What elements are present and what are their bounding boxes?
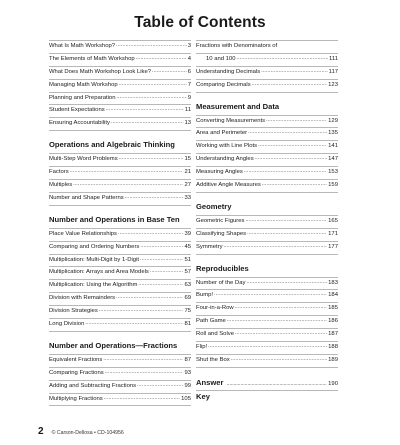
intro-section <box>49 40 191 131</box>
dot-leader <box>116 293 183 304</box>
toc-entry-title: Multi-Step Word Problems <box>49 156 118 163</box>
toc-entry-page: 171 <box>328 230 338 237</box>
toc-entry-page: 99 <box>184 382 191 389</box>
toc-entry[interactable] <box>49 229 191 242</box>
answer-key-entry[interactable] <box>196 376 338 401</box>
toc-entry-page: 111 <box>329 55 338 62</box>
toc-entry[interactable] <box>49 118 191 131</box>
toc-entry-title: Roll and Solve <box>196 331 234 338</box>
toc-entry-title: What Does Math Workshop Look Like? <box>49 68 152 75</box>
page-number: 2 <box>38 426 44 437</box>
toc-entry-page: 9 <box>187 94 191 101</box>
toc-entry-page: 7 <box>187 81 191 88</box>
toc-entry-title: Division Strategies <box>49 308 98 315</box>
dot-leader <box>140 255 183 266</box>
toc-entry-title: Adding and Subtracting Fractions <box>49 382 137 389</box>
toc-entry-page: 45 <box>184 243 191 250</box>
toc-entry-page: 39 <box>184 230 191 237</box>
toc-entry[interactable] <box>49 368 191 381</box>
toc-entry[interactable] <box>196 216 338 229</box>
toc-entry-title: Working with Line Plots <box>196 143 258 150</box>
toc-entry-title: Equivalent Fractions <box>49 356 103 363</box>
dot-leader <box>116 93 186 104</box>
toc-entry[interactable] <box>196 67 338 80</box>
toc-entry[interactable] <box>49 180 191 193</box>
toc-entry[interactable] <box>196 128 338 141</box>
toc-entry[interactable] <box>196 290 338 303</box>
dot-leader <box>262 180 327 191</box>
dot-leader <box>227 316 327 327</box>
dot-leader <box>118 229 183 240</box>
toc-entry-page: 13 <box>184 120 191 127</box>
right-column <box>196 40 338 401</box>
fractions-continued-section <box>196 40 338 93</box>
dot-leader <box>214 290 327 301</box>
toc-entry-page: 147 <box>328 156 338 163</box>
dot-leader <box>258 141 327 152</box>
left-column <box>49 40 191 414</box>
toc-entry-page: 117 <box>328 68 338 75</box>
dot-leader <box>266 116 327 127</box>
toc-entry[interactable] <box>49 355 191 368</box>
toc-entry-page: 69 <box>184 295 191 302</box>
dot-leader <box>245 216 327 227</box>
toc-section <box>196 101 338 193</box>
dot-leader <box>152 67 187 78</box>
toc-entry-title: Factors <box>49 169 69 176</box>
toc-entry-title: Multiples <box>49 182 73 189</box>
toc-entry-title: Comparing Fractions <box>49 369 104 376</box>
toc-entry[interactable] <box>196 303 338 316</box>
dot-leader <box>70 167 184 178</box>
toc-entry[interactable] <box>49 80 191 93</box>
dot-leader <box>104 394 180 405</box>
toc-entry-page: 188 <box>328 344 338 351</box>
toc-entry-title: 10 and 100 <box>206 55 236 62</box>
page-footer <box>38 426 124 437</box>
section-heading: Number and Operations in Base Ten <box>49 214 180 224</box>
toc-entry[interactable] <box>196 180 338 193</box>
toc-entry-title: Planning and Preparation <box>49 94 116 101</box>
page-title: Table of Contents <box>134 14 266 31</box>
toc-entry[interactable] <box>196 116 338 129</box>
dot-leader <box>150 267 184 278</box>
toc-entry-page: 93 <box>184 369 191 376</box>
dot-leader <box>137 381 183 392</box>
toc-entry-title: Fractions with Denominators of <box>196 43 278 49</box>
toc-entry-title: Symmetry <box>196 243 223 250</box>
answer-key-title: Answer Key <box>196 377 224 401</box>
dot-leader <box>246 278 327 289</box>
dot-leader <box>125 193 184 204</box>
toc-entry[interactable] <box>49 319 191 332</box>
toc-entry[interactable] <box>49 293 191 306</box>
toc-entry-page: 186 <box>328 318 338 325</box>
toc-section <box>49 340 191 407</box>
toc-entry-title: Place Value Relationships <box>49 230 118 237</box>
toc-entry-page: 11 <box>184 107 191 114</box>
toc-entry[interactable] <box>196 54 338 67</box>
toc-entry-title: Bump! <box>196 292 214 299</box>
toc-entry-title: Multiplication: Arrays and Area Models <box>49 269 149 276</box>
toc-entry[interactable] <box>49 67 191 80</box>
section-heading: Number and Operations—Fractions <box>49 340 178 350</box>
toc-entry-title: Geometric Figures <box>196 217 245 224</box>
toc-entry-title: Number and Shape Patterns <box>49 194 124 201</box>
toc-entry-page: 123 <box>328 81 338 88</box>
toc-entry-title: Understanding Angles <box>196 156 254 163</box>
toc-entry-title: Multiplication: Multi-Digit by 1-Digit <box>49 256 140 263</box>
dot-leader <box>247 229 327 240</box>
toc-entry-title: Four-in-a-Row <box>196 305 234 312</box>
toc-entry[interactable] <box>49 280 191 293</box>
toc-entry-page: 177 <box>328 243 338 250</box>
toc-entry-title: Area and Perimeter <box>196 130 248 137</box>
dot-leader <box>255 154 328 165</box>
dot-leader <box>105 368 184 379</box>
toc-entry[interactable] <box>49 105 191 118</box>
toc-entry-title: Multiplication: Using the Algorithm <box>49 282 138 289</box>
toc-entry-page: 33 <box>184 194 191 201</box>
toc-entry[interactable] <box>49 394 191 407</box>
toc-entry[interactable] <box>49 193 191 206</box>
toc-entry[interactable] <box>196 329 338 342</box>
dot-leader <box>227 377 327 391</box>
toc-entry-title: Division with Remainders <box>49 295 116 302</box>
dot-leader <box>73 180 183 191</box>
toc-entry[interactable] <box>49 267 191 280</box>
toc-entry-title: Understanding Decimals <box>196 68 261 75</box>
dot-leader <box>140 242 183 253</box>
dot-leader <box>119 154 184 165</box>
dot-leader <box>99 306 184 317</box>
toc-section <box>196 201 338 255</box>
toc-entry-page: 159 <box>328 182 338 189</box>
toc-entry-title: Long Division <box>49 321 85 328</box>
toc-entry-title: Managing Math Workshop <box>49 81 118 88</box>
dot-leader <box>244 167 327 178</box>
toc-entry[interactable] <box>196 242 338 255</box>
toc-entry-title: Measuring Angles <box>196 169 243 176</box>
toc-entry[interactable] <box>196 80 338 93</box>
toc-entry-page: 153 <box>328 169 338 176</box>
toc-entry[interactable] <box>196 355 338 368</box>
section-heading: Measurement and Data <box>196 101 280 111</box>
dot-leader <box>231 355 327 366</box>
dot-leader <box>224 242 328 253</box>
toc-entry[interactable] <box>196 316 338 329</box>
toc-entry-title: Shut the Box <box>196 356 230 363</box>
dot-leader <box>208 342 327 353</box>
toc-entry-page: 4 <box>187 55 191 62</box>
toc-entry-title: The Elements of Math Workshop <box>49 55 135 62</box>
dot-leader <box>235 303 328 314</box>
toc-entry-page: 15 <box>184 156 191 163</box>
toc-entry-page: 183 <box>328 279 338 286</box>
toc-entry-title: Path Game <box>196 318 226 325</box>
toc-entry[interactable] <box>196 154 338 167</box>
toc-entry-page: 185 <box>328 305 338 312</box>
toc-entry-page: 6 <box>187 68 191 75</box>
toc-entry-title: Student Expectations <box>49 107 105 114</box>
toc-entry[interactable] <box>49 154 191 167</box>
toc-entry[interactable] <box>49 255 191 268</box>
section-heading: Geometry <box>196 201 232 211</box>
toc-entry-page: 129 <box>328 117 338 124</box>
dot-leader <box>111 118 184 129</box>
dot-leader <box>261 67 327 78</box>
toc-entry-title: Comparing and Ordering Numbers <box>49 243 140 250</box>
toc-entry-page: 87 <box>184 356 191 363</box>
toc-entry[interactable] <box>49 167 191 180</box>
toc-entry-page: 21 <box>184 169 191 176</box>
toc-entry[interactable] <box>196 278 338 291</box>
dot-leader <box>85 319 183 330</box>
toc-entry-title: Flip! <box>196 344 208 351</box>
toc-entry[interactable] <box>196 41 338 54</box>
toc-entry[interactable] <box>196 229 338 242</box>
section-heading: Reproducibles <box>196 263 249 273</box>
dot-leader <box>106 105 184 116</box>
toc-entry-page: 189 <box>328 356 338 363</box>
toc-entry-title: Comparing Decimals <box>196 81 251 88</box>
toc-entry[interactable] <box>196 167 338 180</box>
toc-entry-page: 187 <box>328 331 338 338</box>
dot-leader <box>236 54 328 65</box>
dot-leader <box>235 329 327 340</box>
dot-leader <box>138 280 183 291</box>
toc-entry-page: 75 <box>184 308 191 315</box>
toc-section <box>196 263 338 368</box>
dot-leader <box>252 80 327 91</box>
toc-entry-title: Converting Measurements <box>196 117 266 124</box>
section-heading: Operations and Algebraic Thinking <box>49 140 175 150</box>
dot-leader <box>116 41 187 52</box>
answer-key-page: 190 <box>328 380 338 387</box>
toc-entry[interactable] <box>49 306 191 319</box>
dot-leader <box>103 355 183 366</box>
toc-entry[interactable] <box>196 141 338 154</box>
toc-entry-title: Number of the Day <box>196 279 246 286</box>
dot-leader <box>136 54 187 65</box>
toc-entry-title: Classifying Shapes <box>196 230 247 237</box>
toc-entry-page: 51 <box>184 256 191 263</box>
toc-entry[interactable] <box>49 41 191 54</box>
toc-entry-page: 3 <box>187 43 191 49</box>
toc-entry-page: 27 <box>184 182 191 189</box>
toc-entry-page: 184 <box>328 292 338 299</box>
toc-entry-page: 135 <box>328 130 338 137</box>
dot-leader <box>248 128 327 139</box>
toc-section <box>49 139 191 206</box>
toc-entry[interactable] <box>49 381 191 394</box>
toc-section <box>49 214 191 332</box>
toc-entry-title: Multiplying Fractions <box>49 395 103 402</box>
toc-entry[interactable] <box>49 54 191 67</box>
toc-entry-title: What Is Math Workshop? <box>49 43 116 49</box>
toc-entry-page: 105 <box>181 395 191 402</box>
copyright-text: © Carson-Dellosa • CD-104956 <box>51 430 124 436</box>
toc-entry[interactable] <box>49 93 191 106</box>
toc-entry-title: Ensuring Accountability <box>49 120 110 127</box>
dot-leader <box>119 80 187 91</box>
toc-entry-title: Additive Angle Measures <box>196 182 261 189</box>
toc-entry[interactable] <box>196 342 338 355</box>
toc-entry-page: 57 <box>184 269 191 276</box>
toc-entry-page: 141 <box>328 143 338 150</box>
toc-entry-page: 63 <box>184 282 191 289</box>
toc-entry[interactable] <box>49 242 191 255</box>
toc-entry-page: 81 <box>184 321 191 328</box>
toc-entry-page: 165 <box>328 217 338 224</box>
